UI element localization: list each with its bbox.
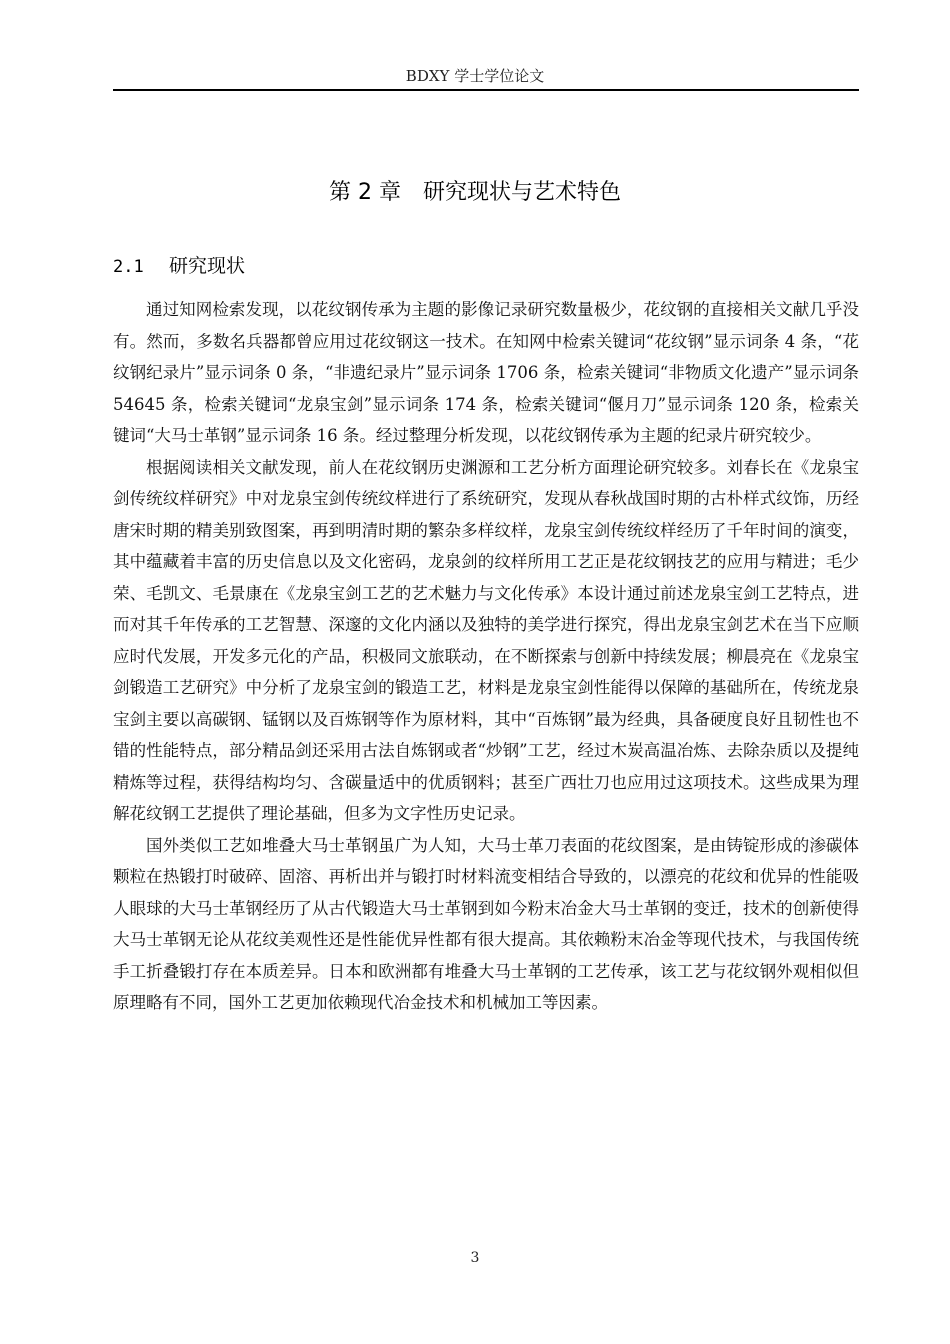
- section-title-text: 研究现状: [169, 255, 246, 277]
- paragraph: 国外类似工艺如堆叠大马士革钢虽广为人知，大马士革刀表面的花纹图案，是由铸锭形成的渗碳体颗粒在热锻打时破碎、固溶、再析出并与锻打时材料流变相结合导致的，以漂亮的花纹和优异的性能吸人眼球的大马士革钢经历了从古代锻造大马士革钢到如今粉末冶金大马士革钢的变迁，技术的创新使得大马士革钢无论从花纹美观性还是性能优异性都有很大提高。其依赖粉末冶金等现代技术，与我国传统手工折叠锻打存在本质差异。日本和欧洲都有堆叠大马士革钢的工艺传承，该工艺与花纹钢外观相似但原理略有不同，国外工艺更加依赖现代冶金技术和机械加工等因素。: [113, 835, 859, 1012]
- chapter-number: 第 2 章: [329, 180, 401, 205]
- running-header: BDXY 学士学位论文: [405, 67, 545, 85]
- section-number: 2.1: [113, 257, 144, 277]
- chapter-title: [0, 178, 950, 208]
- header-rule: [113, 89, 859, 91]
- section-heading: [113, 252, 245, 281]
- page-number: 3: [470, 1250, 480, 1266]
- chapter-title-text: 研究现状与艺术特色: [422, 180, 621, 205]
- body-text: [113, 294, 859, 1019]
- paragraph: 根据阅读相关文献发现，前人在花纹钢历史渊源和工艺分析方面理论研究较多。刘春长在《龙泉宝剑传统纹样研究》中对龙泉宝剑传统纹样进行了系统研究，发现从春秋战国时期的古朴样式纹饰，历经唐宋时期的精美别致图案，再到明清时期的繁杂多样纹样，龙泉宝剑传统纹样经历了千年时间的演变，其中蕴藏着丰富的历史信息以及文化密码，龙泉剑的纹样所用工艺正是花纹钢技艺的应用与精进；毛少荣、毛凯文、毛景康在《龙泉宝剑工艺的艺术魅力与文化传承》本设计通过前述龙泉宝剑工艺特点，进而对其千年传承的工艺智慧、深邃的文化内涵以及独特的美学进行探究，得出龙泉宝剑艺术在当下应顺应时代发展，开发多元化的产品，积极同文旅联动，在不断探索与创新中持续发展；柳晨亮在《龙泉宝剑锻造工艺研究》中分析了龙泉宝剑的锻造工艺，材料是龙泉宝剑性能得以保障的基础所在，传统龙泉宝剑主要以高碳钢、锰钢以及百炼钢等作为原材料，其中“百炼钢”最为经典，具备硬度良好且韧性也不错的性能特点，部分精品剑还采用古法自炼钢或者“炒钢”工艺，经过木炭高温冶炼、去除杂质以及提纯精炼等过程，获得结构均匀、含碳量适中的优质钢料；甚至广西壮刀也应用过这项技术。这些成果为理解花纹钢工艺提供了理论基础，但多为文字性历史记录。: [113, 457, 859, 823]
- paragraph: 通过知网检索发现，以花纹钢传承为主题的影像记录研究数量极少，花纹钢的直接相关文献几乎没有。然而，多数名兵器都曾应用过花纹钢这一技术。在知网中检索关键词“花纹钢”显示词条 4 条，“花纹钢纪录片”显示词条 0 条，“非遗纪录片”显示词条 1706 条，检索关键词“非物质文化遗产”显示词条 54645 条，检索关键词“龙泉宝剑”显示词条 174 条，检索关键词“偃月刀”显示词条 120 条，检索关键词“大马士革钢”显示词条 16 条。经过整理分析发现，以花纹钢传承为主题的纪录片研究较少。: [113, 300, 859, 445]
